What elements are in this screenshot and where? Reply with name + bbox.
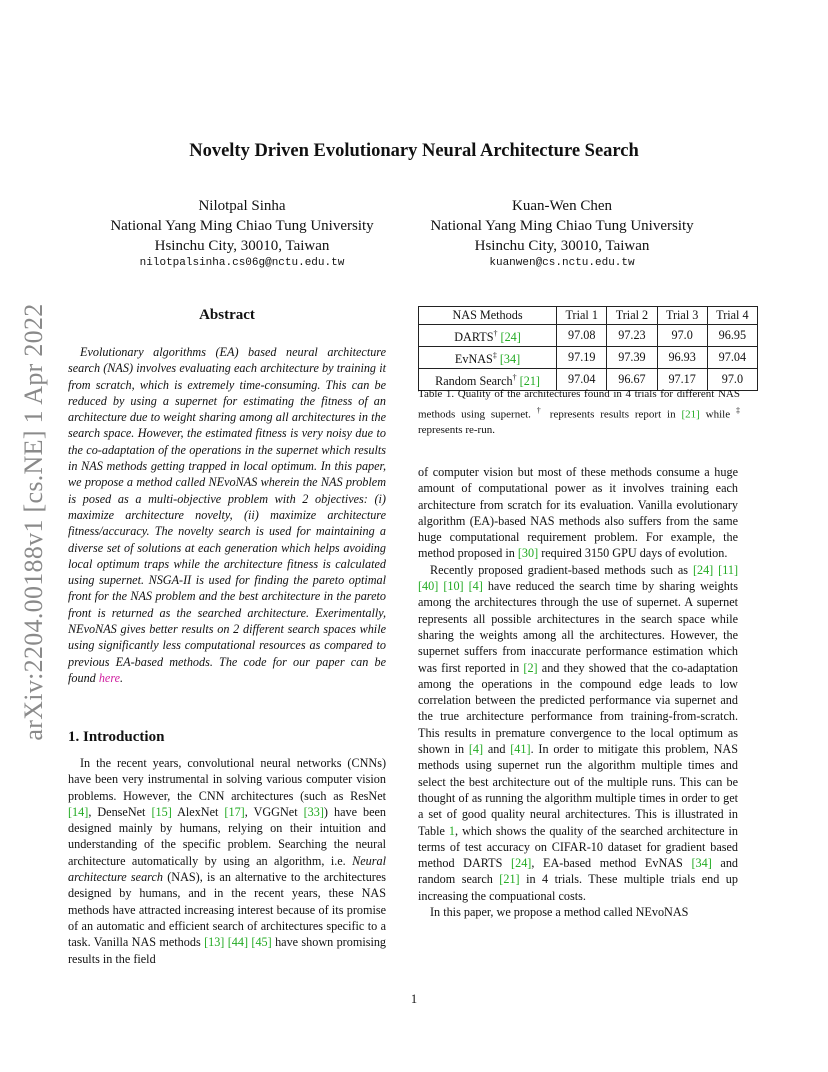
column-header: Trial 2 (607, 307, 657, 325)
page-number: 1 (410, 992, 418, 1006)
intro-column (68, 755, 386, 967)
citation-link[interactable]: [24] (500, 330, 521, 345)
citation-link[interactable]: [41] (510, 742, 531, 757)
results-table (418, 306, 758, 391)
citation-link[interactable]: [21] (519, 374, 540, 389)
abstract-text (68, 344, 386, 686)
author-block-1 (98, 196, 386, 256)
table-cell: 96.67 (607, 369, 657, 391)
method-cell: Random Search† [21] (419, 369, 557, 391)
citation-link[interactable]: [24] (692, 562, 714, 577)
table-cell: 97.19 (557, 347, 607, 369)
paragraph: Recently proposed gradient-based methods such as [24] [11] [40] [10] [4] have reduced the search time by sharing weights among the architectures through the use of supernet. A supernet represents all possible architectures in the search space while sharing the weights among all the architectures. However, the supernet suffers from inaccurate performance estimation which was first reported in [2] and they showed that the co-adaptation among the operations in the compound edge leads to low correlation between the predicted performance via supernet and the true architecture performance from training-from-scratch. This results in premature convergence to the local optimum as shown in [4] and [41]. In order to mitigate this problem, NAS methods using supernet run the algorithm multiple times and select the best architecture out of the multiple runs. This can be thought of as running the algorithm multiple times in order to get a set of good quality neural architectures. This is illustrated in Table 1, which shows the quality of the searched architecture in terms of test accuracy on CIFAR-10 dataset for gradient based method DARTS [24], EA-based method EvNAS [34] and random search [21] in 4 trials. These multiple trials end up increasing the compuational costs. (418, 562, 739, 903)
citation-link[interactable]: [40] (418, 579, 439, 594)
author-email[interactable]: kuanwen@cs.nctu.edu.tw (489, 257, 635, 269)
citation-link[interactable]: [14] (68, 804, 89, 819)
table-cell: 97.0 (707, 369, 757, 391)
citation-link[interactable]: [30] (517, 546, 539, 561)
author-name: Kuan-Wen Chen (511, 198, 612, 214)
table-row (419, 325, 758, 347)
code-link[interactable]: here (98, 670, 121, 685)
column-header: Trial 1 (557, 307, 607, 325)
citation-link[interactable]: [11] (718, 562, 739, 577)
table-header-row (419, 307, 758, 325)
citation-link[interactable]: [21] (681, 408, 700, 421)
column-header: NAS Methods (419, 307, 557, 325)
paragraph: In the recent years, convolutional neural networks (CNNs) have been very instrumental in solving various computer vision problems. However, the CNN architectures (such as ResNet [14], DenseNet [15] AlexNet [17], VGGNet [33]) have been designed mainly by humans, relying on their intuition and understanding of the specific problem. Searching the neural architecture automatically by using an algorithm, i.e. Neural architecture search (NAS), is an alternative to the architectures designed by humans, and in the recent years, these NAS methods have attracted increasing interest because of its promise of an automatic and efficient search of architectures specific to a task. Vanilla NAS methods [13] [44] [45] have shown promising results in the field (68, 756, 387, 966)
author-address: Hsinchu City, 30010, Taiwan (474, 238, 650, 254)
author-name: Nilotpal Sinha (198, 198, 286, 214)
author-address: Hsinchu City, 30010, Taiwan (154, 238, 330, 254)
author-affiliation: National Yang Ming Chiao Tung University (110, 218, 374, 234)
citation-link[interactable]: [10] (443, 579, 464, 594)
citation-link[interactable]: [4] (468, 742, 484, 757)
table-cell: 97.17 (657, 369, 707, 391)
author-affiliation: National Yang Ming Chiao Tung University (430, 218, 694, 234)
table-cell: 96.95 (707, 325, 757, 347)
emphasis-text: Neural architecture search (68, 853, 386, 885)
citation-link[interactable]: [4] (468, 579, 483, 594)
citation-link[interactable]: [34] (691, 856, 712, 871)
author-block-2 (418, 196, 706, 256)
abstract-body: Evolutionary algorithms (EA) based neural architecture search (NAS) involves evaluating each architecture by training it from scratch, which is extremely time-consuming. This can be reduced by using a supernet for estimating the fitness of an architecture due to weight sharing among all architectures in the search space. However, the estimated fitness is very noisy due to the co-adaptation of the operations in the supernet which results in NAS methods getting trapped in local optimum. In this paper, we propose a method called NEvoNAS wherein the NAS problem is posed as a multi-objective problem with 2 objectives: (i) maximize architecture novelty, (ii) maximize architecture fitness/accuracy. The novelty search is used for maintaining a diverse set of solutions at each generation which helps avoiding local optimum traps while the architecture fitness is calculated using supernet. NSGA-II is used for finding the pareto optimal front for the NAS problem and the best architecture in the pareto front is returned as the searched architecture. Exerimentally, NEvoNAS gives better results on 2 different search spaces while using significantly less computational resources as compared to previous EA-based methods. The code for our paper can be found (68, 345, 386, 685)
section-heading-introduction: 1. Introduction (68, 729, 165, 745)
citation-link[interactable]: [17] (224, 804, 245, 819)
author-email[interactable]: nilotpalsinha.cs06g@nctu.edu.tw (139, 257, 345, 269)
table-cell: 97.0 (657, 325, 707, 347)
method-cell: DARTS† [24] (419, 325, 557, 347)
right-column (418, 464, 738, 920)
citation-link[interactable]: [34] (499, 352, 521, 367)
arxiv-identifier: arXiv:2204.00188v1 [cs.NE] 1 Apr 2022 (19, 303, 48, 741)
paragraph: In this paper, we propose a method called NEvoNAS (430, 905, 689, 920)
table-cell: 97.04 (557, 369, 607, 391)
column-header: Trial 3 (657, 307, 707, 325)
table-caption: Table 1. Quality of the architectures found in 4 trials for different NAS methods using supernet. † represents results report in [21] while ‡ represents re-run. (418, 388, 740, 436)
table-cell: 97.08 (557, 325, 607, 347)
citation-link[interactable]: [44] (227, 935, 249, 950)
citation-link[interactable]: [21] (499, 872, 520, 887)
citation-link[interactable]: [33] (303, 804, 324, 819)
citation-link[interactable]: [2] (523, 660, 538, 675)
column-header: Trial 4 (707, 307, 757, 325)
abstract-heading: Abstract (199, 307, 255, 323)
citation-link[interactable]: [24] (511, 856, 532, 871)
citation-link[interactable]: [13] (204, 935, 225, 950)
table-cell: 97.04 (707, 347, 757, 369)
table-cell: 97.39 (607, 347, 657, 369)
footnote-mark: ‡ (736, 405, 740, 415)
citation-link[interactable]: 1 (448, 823, 456, 838)
method-cell: EvNAS‡ [34] (419, 347, 557, 369)
citation-link[interactable]: [45] (251, 935, 272, 950)
table-row (419, 347, 758, 369)
table-cell: 97.23 (607, 325, 657, 347)
abstract-end: . (120, 670, 124, 685)
footnote-mark: † (536, 405, 544, 415)
table-cell: 96.93 (657, 347, 707, 369)
paragraph: of computer vision but most of these methods consume a huge amount of computational power as it involves training each architecture from scratch for its evaluation. Vanilla evolutionary algorithm (EA)-based NAS methods also suffers from the same huge computational requirement problem. For example, the method proposed in [30] required 3150 GPU days of evolution. (418, 465, 738, 561)
citation-link[interactable]: [15] (151, 804, 172, 819)
paper-title: Novelty Driven Evolutionary Neural Architecture Search (189, 141, 639, 161)
